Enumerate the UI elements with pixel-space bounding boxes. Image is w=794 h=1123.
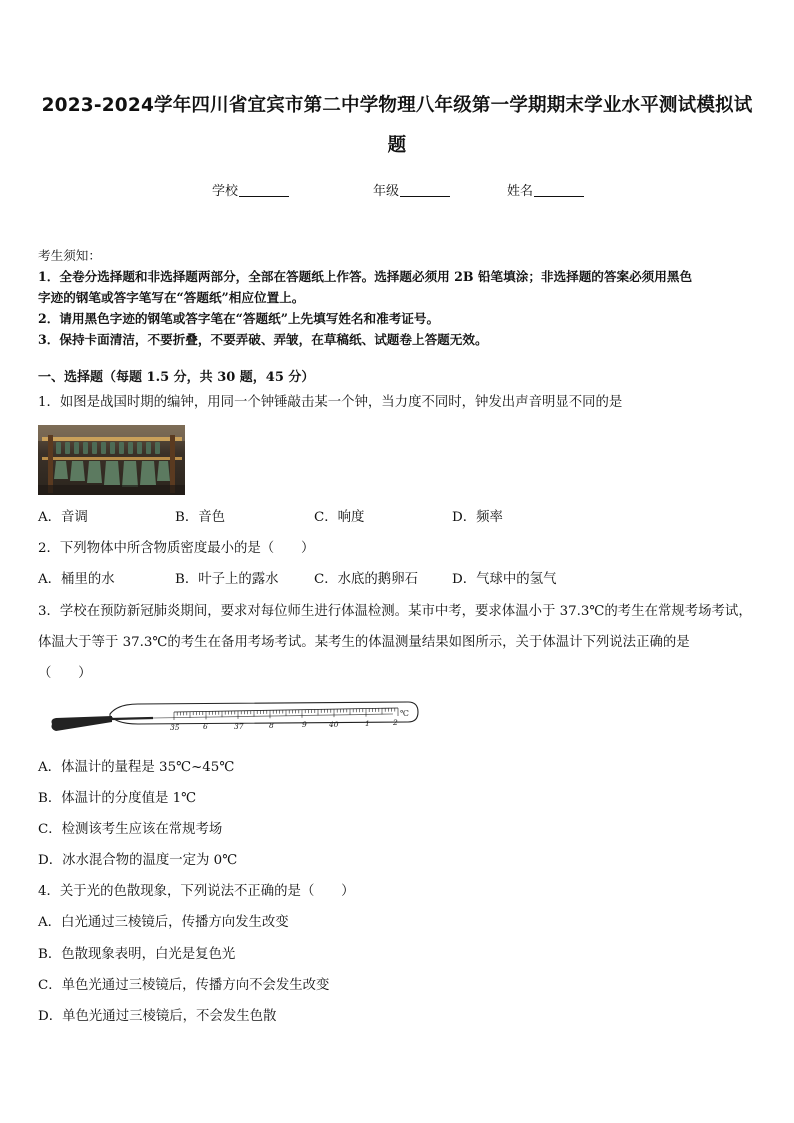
question-4-option-c: C．单色光通过三棱镜后，传播方向不会发生改变 [38,978,330,993]
grade-blank [400,183,450,197]
question-2-options [38,570,758,590]
thermometer-image [48,694,420,744]
question-3-line-3: （ ） [38,666,92,681]
tick-label: 40 [329,720,339,729]
question-4-option-d: D．单色光通过三棱镜后，不会发生色散 [38,1009,277,1024]
name-label: 姓名 [507,184,534,199]
tick-label: 6 [203,722,208,731]
bianzhong-bells-image [38,425,185,495]
question-3-option-d: D．冰水混合物的温度一定为 0℃ [38,853,238,868]
school-label: 学校 [212,184,239,199]
tick-label: 35 [170,723,180,732]
notice-item: 2．请用黑色字迹的钢笔或答字笔在“答题纸”上先填写姓名和准考证号。 [38,311,440,326]
option-b: B．音色 [175,510,226,525]
question-3-option-c: C．检测该考生应该在常规考场 [38,822,223,837]
question-3-line-1: 3．学校在预防新冠肺炎期间，要求对每位师生进行体温检测。某市中考，要求体温小于 37.3℃的考生在常规考场考试， [38,604,752,619]
option-a: A．音调 [38,510,88,525]
option-b: B．叶子上的露水 [175,572,279,587]
title-line-2: 题 [387,135,407,156]
exam-notice [38,245,758,350]
question-4-option-b: B．色散现象表明，白光是复色光 [38,947,236,962]
question-1-options [38,508,758,528]
notice-heading: 考生须知： [38,248,101,263]
tick-label: 2 [393,718,398,727]
question-3-option-b: B．体温计的分度值是 1℃ [38,791,197,806]
exam-title [38,86,756,166]
name-blank [534,183,584,197]
option-a: A．桶里的水 [38,572,115,587]
question-4-option-a: A．白光通过三棱镜后，传播方向发生改变 [38,915,289,930]
section-heading: 一、选择题（每题 1.5 分，共 30 题，45 分） [38,370,315,385]
option-c: C．响度 [314,510,365,525]
notice-item: 字迹的钢笔或答字笔写在“答题纸”相应位置上。 [38,290,305,305]
tick-label: 9 [302,720,307,729]
name-field [507,180,584,199]
option-d: D．气球中的氢气 [452,572,557,587]
grade-field [373,180,450,199]
question-1-text: 1．如图是战国时期的编钟，用同一个钟锤敲击某一个钟，当力度不同时，钟发出声音明显不同的是 [38,395,623,410]
question-3-option-a: A．体温计的量程是 35℃~45℃ [38,760,235,775]
school-blank [239,183,289,197]
question-4-text: 4．关于光的色散现象，下列说法不正确的是（ ） [38,884,355,899]
tick-label: 8 [269,721,274,730]
grade-label: 年级 [373,184,400,199]
option-d: D．频率 [452,510,503,525]
school-field [212,180,289,199]
option-c: C．水底的鹅卵石 [314,572,418,587]
notice-item: 3．保持卡面清洁，不要折叠，不要弄破、弄皱，在草稿纸、试题卷上答题无效。 [38,332,488,347]
celsius-unit: ℃ [400,709,409,718]
notice-item: 1．全卷分选择题和非选择题两部分，全部在答题纸上作答。选择题必须用 2B 铅笔填涂；非选择题的答案必须用黑色 [38,269,693,284]
tick-label: 1 [365,719,370,728]
title-line-1: 2023-2024学年四川省宜宾市第二中学物理八年级第一学期期末学业水平测试模拟试 [41,95,753,116]
tick-label: 37 [234,722,244,731]
question-3-line-2: 体温大于等于 37.3℃的考生在备用考场考试。某考生的体温测量结果如图所示，关于体温计下列说法正确的是 [38,635,690,650]
question-2-text: 2．下列物体中所含物质密度最小的是（ ） [38,541,315,556]
